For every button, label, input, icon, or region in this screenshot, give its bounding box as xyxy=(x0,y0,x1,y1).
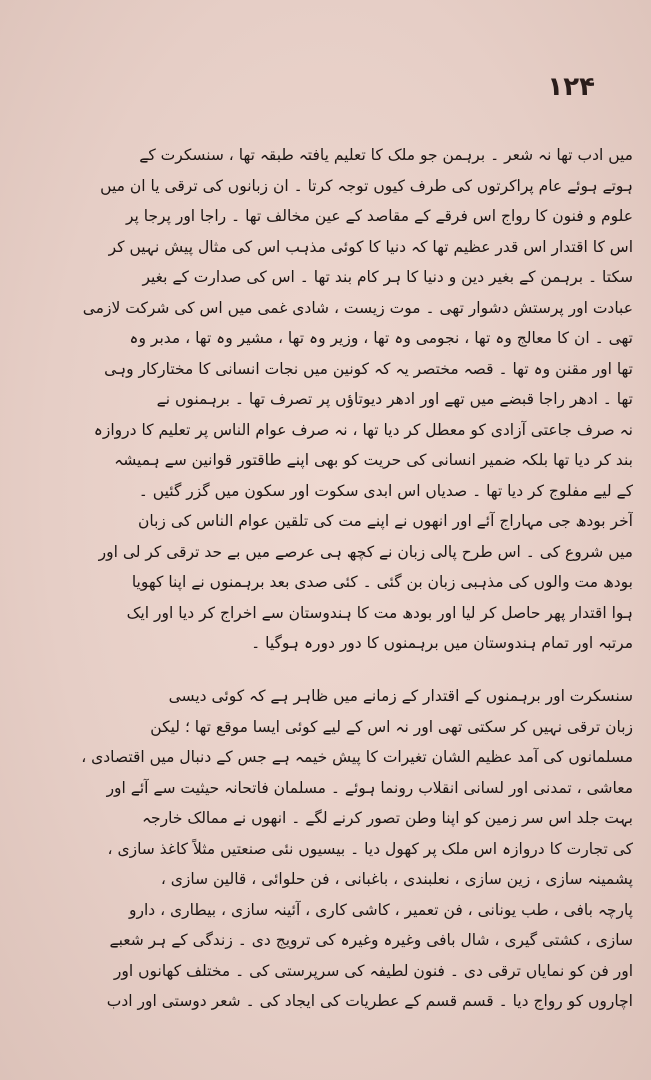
text-line: سنسکرت اور برہمنوں کے اقتدار کے زمانے میں ظاہر ہے کہ کوئی دیسی xyxy=(168,687,633,705)
text-line: پشمینہ سازی ، زین سازی ، نعلبندی ، باغبانی ، فن حلوائی ، قالین سازی ، xyxy=(160,870,633,888)
text-line: مرتبہ اور تمام ہندوستان میں برہمنوں کا دور دورہ ہوگیا ۔ xyxy=(251,634,633,652)
text-line: کی تجارت کا دروازہ اس ملک پر کھول دیا ۔ بیسیوں نئی صنعتیں مثلاً کاغذ سازی ، xyxy=(107,839,633,858)
text-line: میں ادب تھا نہ شعر ۔ برہمن جو ملک کا تعلیم یافتہ طبقہ تھا ، سنسکرت کے xyxy=(139,146,633,164)
text-line: اچاروں کو رواج دیا ۔ قسم قسم کے عطریات کی ایجاد کی ۔ شعر دوستی اور ادب xyxy=(106,992,633,1010)
text-line: آخر بودھ جی مہاراج آئے اور انھوں نے اپنے مت کی تلقین عوام الناس کی زبان xyxy=(137,512,633,530)
text-line: پارچہ بافی ، طب یونانی ، فن تعمیر ، کاشی کاری ، آئینہ سازی ، بیطاری ، دارو xyxy=(129,900,633,919)
text-line: تھی ۔ ان کا معالج وہ تھا ، نجومی وہ تھا ، وزیر وہ تھا ، مشیر وہ تھا ، مدبر وہ xyxy=(129,329,633,347)
text-line: معاشی ، تمدنی اور لسانی انقلاب رونما ہوئے ۔ مسلمان فاتحانہ حیثیت سے آئے اور xyxy=(106,778,633,797)
text-line: اور فن کو نمایاں ترقی دی ۔ فنون لطیفہ کی سرپرستی کی ۔ مختلف کھانوں اور xyxy=(113,961,633,980)
text-line: بہت جلد اس سر زمین کو اپنا وطن تصور کرنے لگے ۔ انھوں نے ممالک خارجہ xyxy=(141,809,633,827)
paragraph-2 xyxy=(18,681,633,1017)
text-line: سازی ، کشتی گیری ، شال بافی وغیرہ وغیرہ کی ترویج دی ۔ زندگی کے ہر شعبے xyxy=(109,931,633,949)
text-line: تھا ۔ ادھر راجا قبضے میں تھے اور ادھر دیوتاؤں پر تصرف تھا ۔ برہمنوں نے xyxy=(156,390,633,408)
page-number: ۱۲۴ xyxy=(547,72,595,102)
text-line: سکتا ۔ برہمن کے بغیر دین و دنیا کا ہر کام بند تھا ۔ اس کی صدارت کے بغیر xyxy=(142,268,633,286)
paragraph-1 xyxy=(18,140,633,659)
text-line: ہوتے ہوئے عام پراکرتوں کی طرف کیوں توجہ کرتا ۔ ان زبانوں کی ترقی یا ان میں xyxy=(100,176,633,195)
text-line: عبادت اور پرستش دشوار تھی ۔ موت زیست ، شادی غمی میں اس کی شرکت لازمی xyxy=(82,298,633,317)
text-line: ہوا اقتدار پھر حاصل کر لیا اور بودھ مت کا ہندوستان سے اخراج کر دیا اور ایک xyxy=(126,603,633,622)
text-line: نہ صرف جاعتی آزادی کو معطل کر دیا تھا ، نہ صرف عوام الناس پر تعلیم کا دروازہ xyxy=(93,420,633,439)
text-line: کے لیے مفلوج کر دیا تھا ۔ صدیاں اس ابدی سکوت اور سکون میں گزر گئیں ۔ xyxy=(138,481,633,500)
text-line: میں شروع کی ۔ اس طرح پالی زبان نے کچھ ہی عرصے میں بے حد ترقی کر لی اور xyxy=(98,542,633,561)
text-line: بودھ مت والوں کی مذہبی زبان بن گئی ۔ کئی صدی بعد برہمنوں نے اپنا کھویا xyxy=(131,573,633,591)
text-line: اس کا اقتدار اس قدر عظیم تھا کہ دنیا کا کوئی مذہب اس کی مثال پیش نہیں کر xyxy=(108,237,633,256)
text-line: علوم و فنون کا رواج اس فرقے کے مقاصد کے عین مخالف تھا ۔ راجا اور پرجا پر xyxy=(125,207,633,225)
text-line: زبان ترقی نہیں کر سکتی تھی اور نہ اس کے لیے کوئی ایسا موقع تھا ؛ لیکن xyxy=(150,717,633,736)
text-line: بند کر دیا تھا بلکہ ضمیر انسانی کی حریت کو بھی اپنے طاقتور قوانین سے ہمیشہ xyxy=(114,451,633,469)
text-line: مسلمانوں کی آمد عظیم الشان تغیرات کا پیش خیمہ ہے جس کے دنبال میں اقتصادی ، xyxy=(81,748,633,766)
text-line: تھا اور مقنن وہ تھا ۔ قصہ مختصر یہ کہ کونین میں نجات انسانی کا مختارکار وہی xyxy=(104,359,633,378)
